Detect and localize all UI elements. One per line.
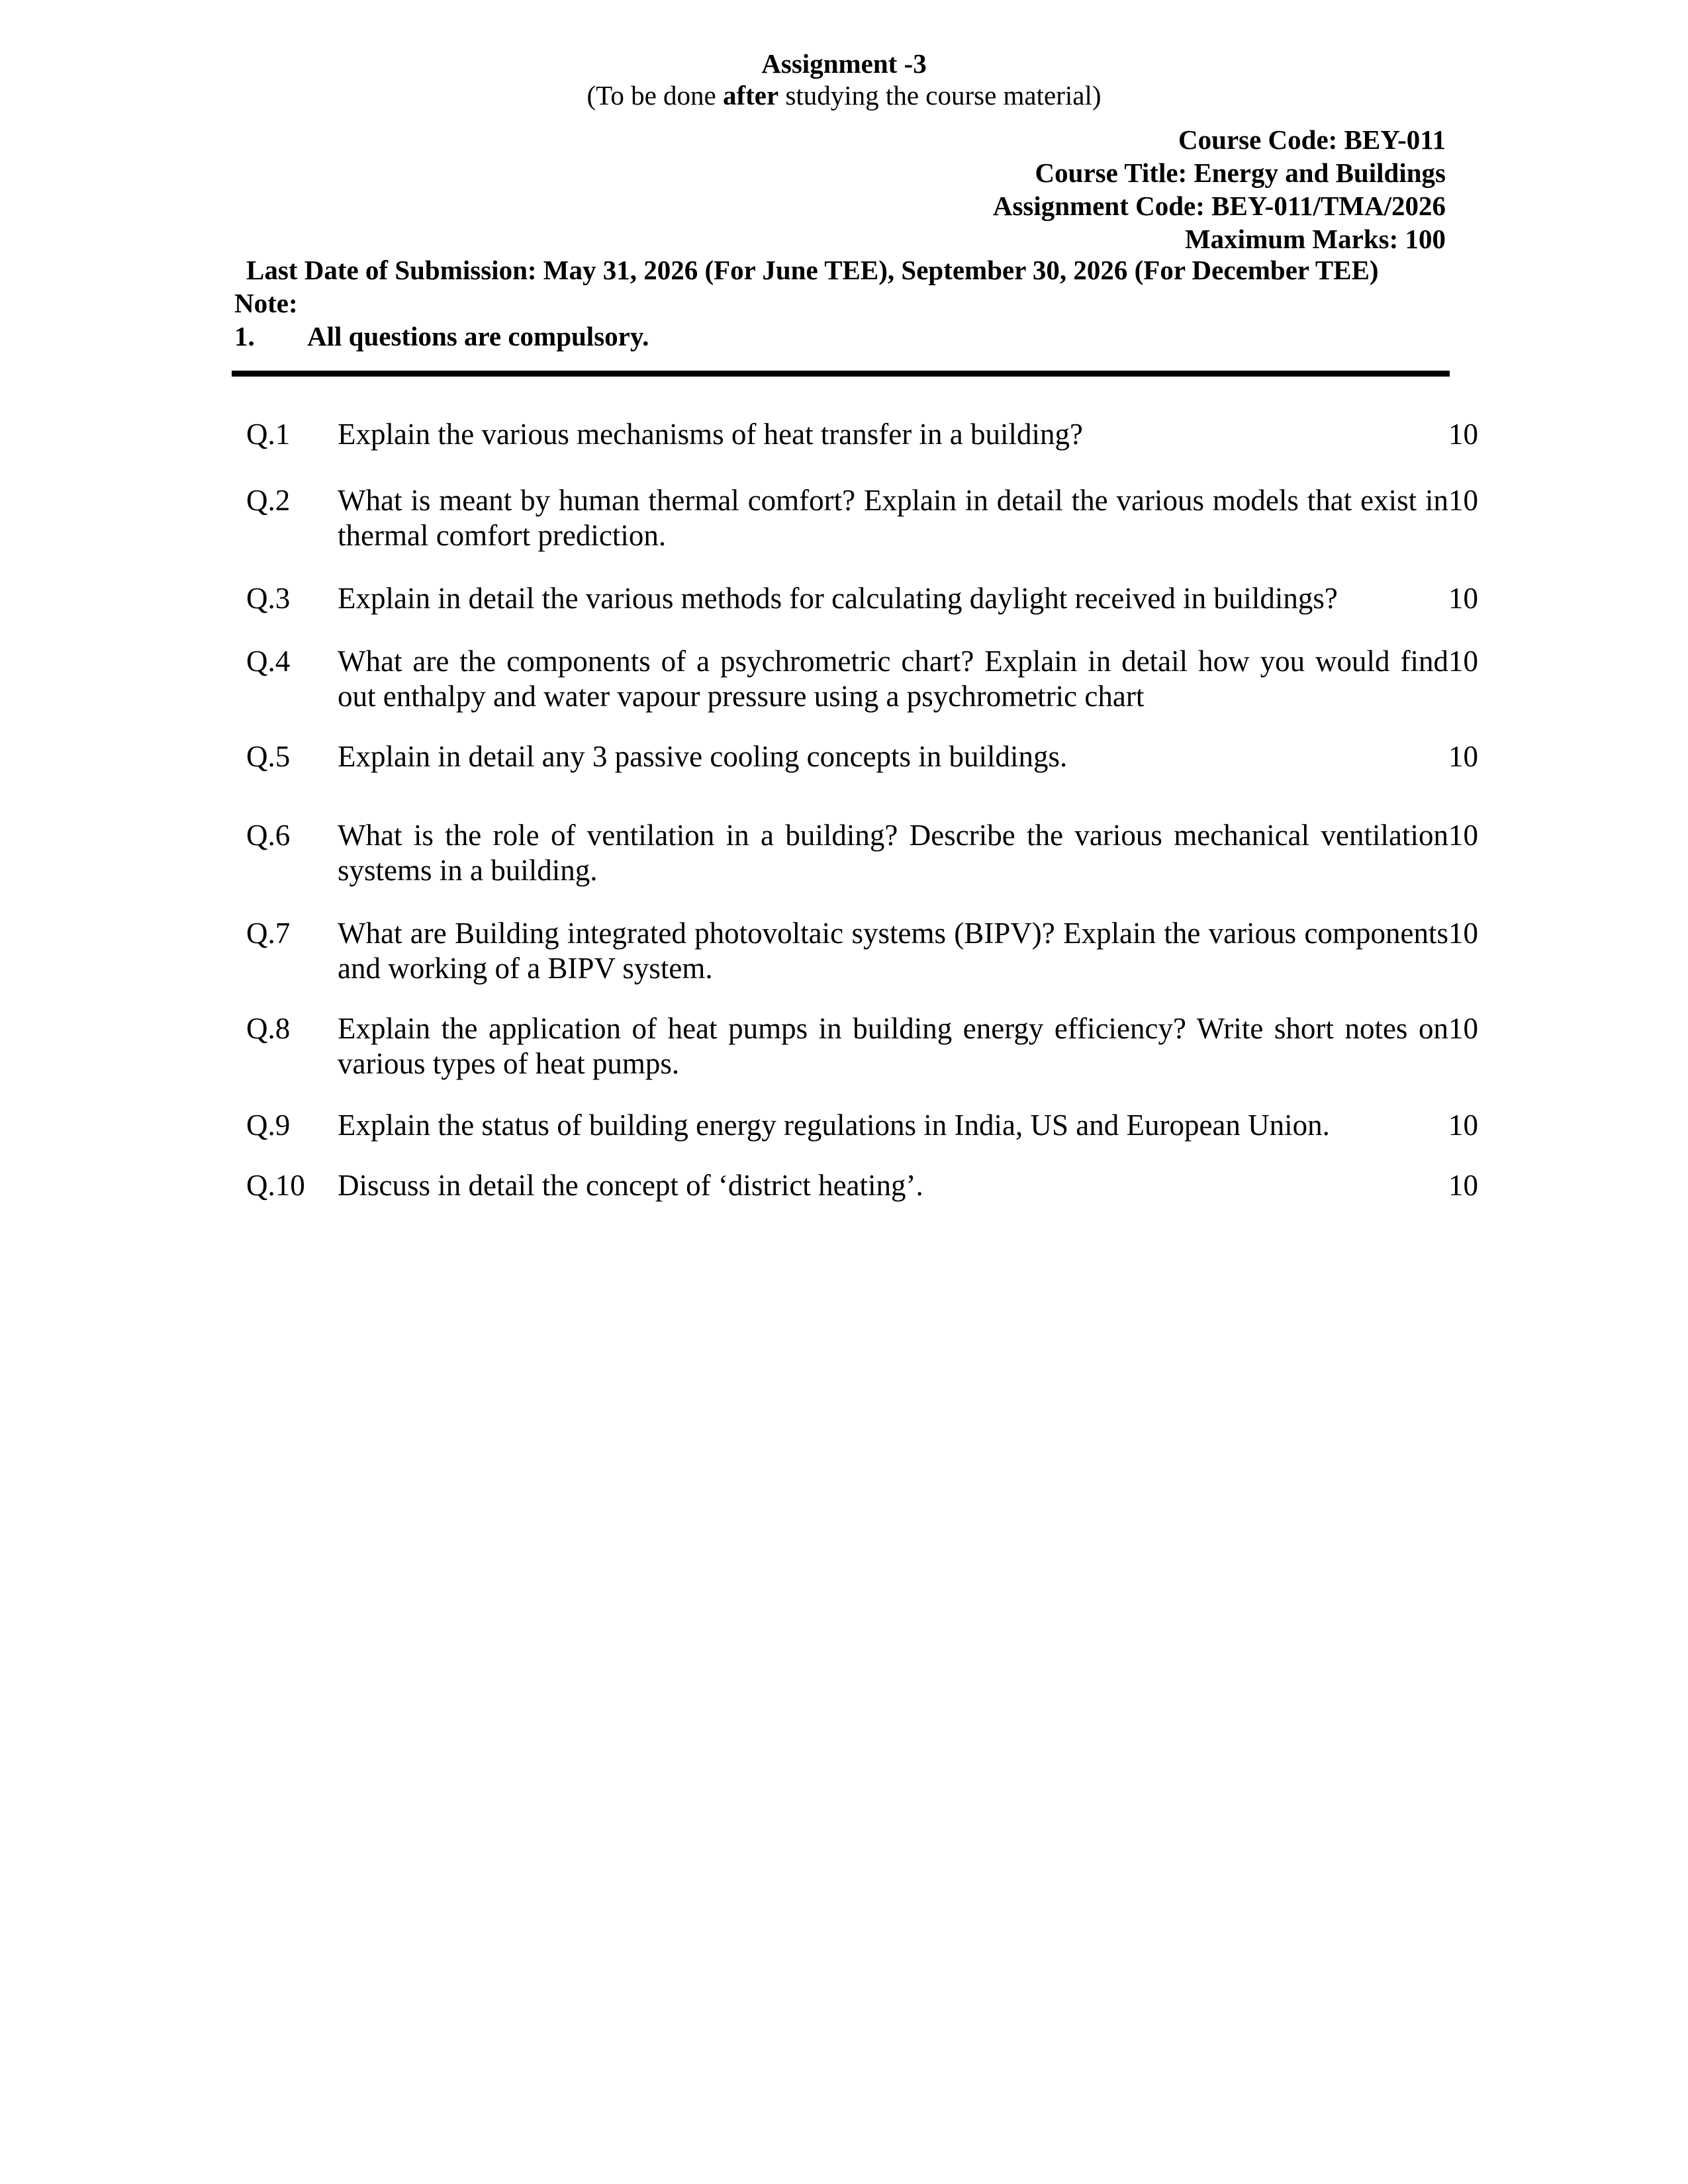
question-text: What are the components of a psychrometric chart? Explain in detail how you would find out enthalpy and water vapour pressure using a psychrometric chart	[338, 645, 1448, 713]
question-text: What is meant by human thermal comfort? Explain in detail the various models that exist in thermal comfort prediction.	[338, 484, 1448, 552]
note-label: Note:	[234, 288, 298, 318]
question-marks: 10	[1448, 582, 1478, 615]
question-text: Explain the various mechanisms of heat transfer in a building?	[338, 418, 1083, 451]
maximum-marks: Maximum Marks: 100	[1184, 224, 1446, 254]
question-5	[246, 739, 1478, 774]
course-meta-block	[993, 123, 1446, 255]
question-number: Q.6	[246, 819, 291, 852]
question-text: Discuss in detail the concept of ‘district heating’.	[338, 1169, 923, 1202]
question-marks: 10	[1448, 1109, 1478, 1142]
question-number: Q.9	[246, 1109, 291, 1142]
horizontal-divider	[232, 371, 1450, 377]
question-text: What are Building integrated photovoltaic systems (BIPV)? Explain the various components and working of a BIPV system.	[338, 917, 1448, 985]
assignment-code: Assignment Code: BEY-011/TMA/2026	[992, 191, 1446, 221]
question-10	[246, 1168, 1478, 1203]
questions-list	[246, 417, 1478, 1203]
question-8	[246, 1011, 1478, 1081]
question-marks: 10	[1448, 819, 1478, 852]
note-item	[234, 320, 649, 352]
question-2	[246, 483, 1478, 553]
question-9	[246, 1108, 1478, 1143]
page-title: Assignment -3	[761, 48, 927, 79]
subtitle-text-post: studying the course material)	[778, 80, 1102, 111]
question-number: Q.10	[246, 1169, 305, 1202]
question-text: Explain the status of building energy regulations in India, US and European Union.	[338, 1109, 1330, 1142]
question-text: Explain the application of heat pumps in building energy efficiency? Write short notes on various types of heat pumps.	[338, 1012, 1448, 1080]
last-date-of-submission: Last Date of Submission: May 31, 2026 (For June TEE), September 30, 2026 (For December TEE)	[246, 255, 1379, 285]
question-marks: 10	[1448, 645, 1478, 678]
subtitle-text-pre: (To be done	[586, 80, 723, 111]
question-marks: 10	[1448, 418, 1478, 451]
question-3	[246, 581, 1478, 616]
question-text: Explain in detail the various methods for calculating daylight received in buildings?	[338, 582, 1338, 615]
note-item-text: All questions are compulsory.	[307, 321, 649, 351]
page-subtitle	[0, 79, 1688, 111]
question-6	[246, 818, 1478, 888]
question-number: Q.3	[246, 582, 291, 615]
question-number: Q.8	[246, 1012, 291, 1045]
subtitle-text-bold: after	[722, 80, 779, 111]
question-number: Q.2	[246, 484, 291, 517]
question-marks: 10	[1448, 1012, 1478, 1045]
question-number: Q.4	[246, 645, 291, 678]
question-marks: 10	[1448, 1169, 1478, 1202]
question-7	[246, 916, 1478, 986]
question-marks: 10	[1448, 740, 1478, 773]
question-text: What is the role of ventilation in a building? Describe the various mechanical ventilation systems in a building.	[338, 819, 1448, 887]
course-code: Course Code: BEY-011	[1178, 124, 1446, 155]
question-number: Q.7	[246, 917, 291, 950]
question-1	[246, 417, 1478, 452]
question-number: Q.1	[246, 418, 291, 451]
question-marks: 10	[1448, 484, 1478, 517]
question-text: Explain in detail any 3 passive cooling concepts in buildings.	[338, 740, 1068, 773]
note-item-number: 1.	[234, 321, 255, 351]
question-number: Q.5	[246, 740, 291, 773]
course-title: Course Title: Energy and Buildings	[1035, 158, 1446, 188]
question-4	[246, 644, 1478, 714]
question-marks: 10	[1448, 917, 1478, 950]
